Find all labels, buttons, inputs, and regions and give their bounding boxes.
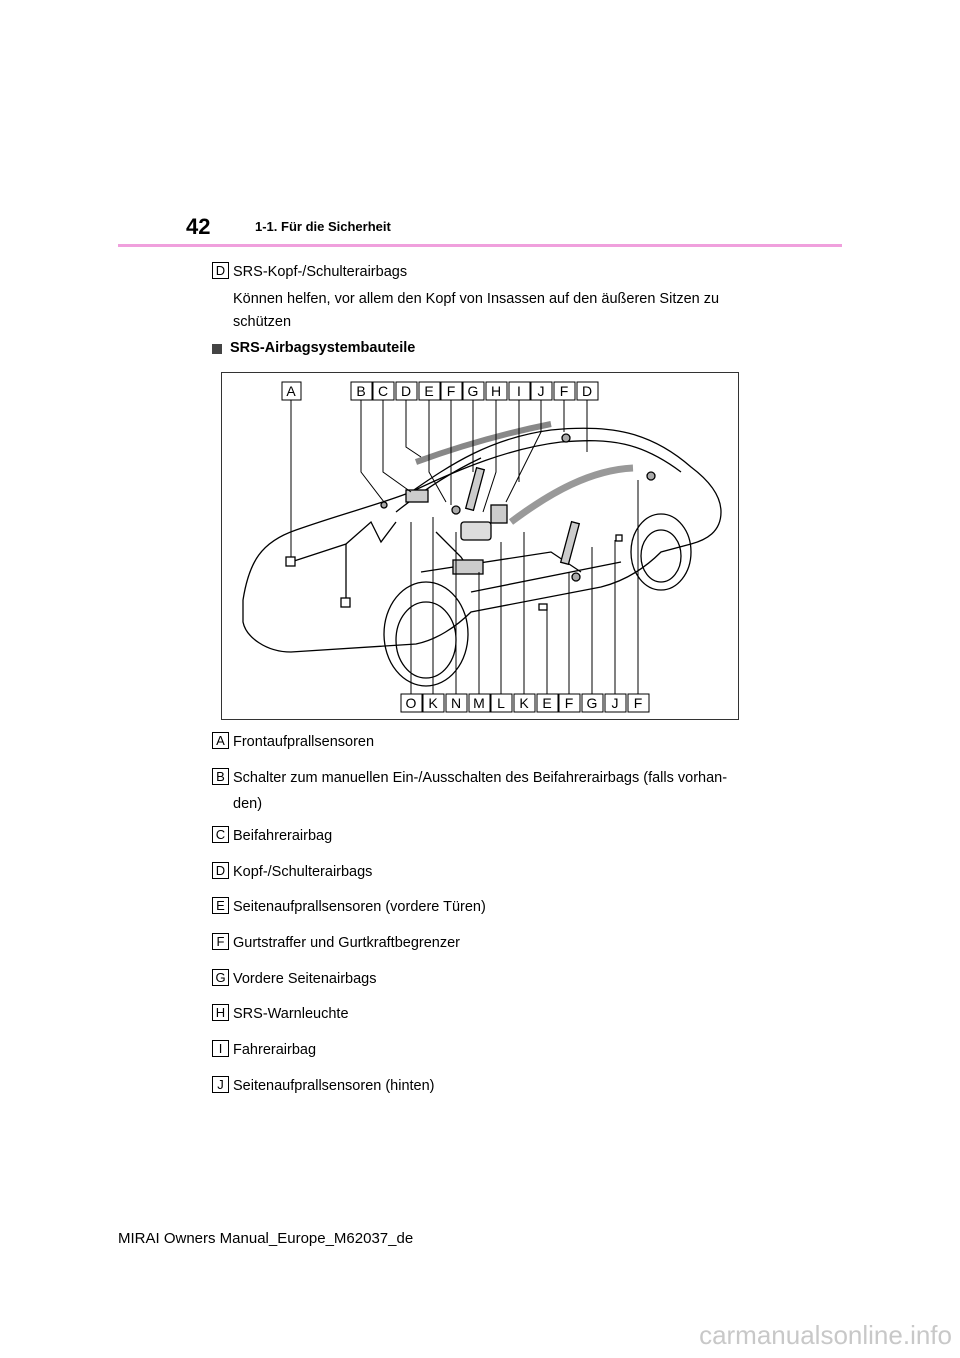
diagram-bottom-label-1: K (428, 695, 438, 711)
module-center (453, 560, 483, 574)
diagram-bottom-label-2: N (450, 695, 462, 711)
legend-letter-c: C (212, 826, 229, 843)
diagram-bottom-label-7: F (564, 695, 574, 711)
rear-wheel-rim (641, 530, 681, 582)
legend-text-h: SRS-Warnleuchte (233, 1006, 349, 1022)
legend-text-f: Gurtstraffer und Gurtkraftbegrenzer (233, 935, 461, 951)
intro-title: SRS-Kopf-/Schulterairbags (233, 264, 408, 280)
front-sensor-left (286, 557, 295, 566)
subheading: SRS-Airbagsystembauteile (230, 340, 416, 356)
legend-letter-j: J (212, 1076, 229, 1093)
legend-text-b-line-2: den) (233, 796, 263, 812)
legend-text-j: Seitenaufprallsensoren (hinten) (233, 1078, 435, 1094)
section-title: 1-1. Für die Sicherheit (255, 219, 391, 234)
footer-manual-title: MIRAI Owners Manual_Europe_M62037_de (118, 1230, 414, 1247)
legend-letter-a: A (212, 732, 229, 749)
watermark[interactable]: carmanualsonline.info (699, 1320, 952, 1350)
diagram-top-label-3: D (400, 383, 412, 399)
driver-airbag-part (491, 505, 507, 523)
bullet-square-icon (212, 344, 222, 354)
legend-letter-g: G (212, 969, 229, 986)
leader-line-h (483, 400, 496, 512)
page-number: 42 (186, 214, 211, 239)
legend-text-b-line-1: Schalter zum manuellen Ein-/Ausschalten des Beifahrerairbags (falls vorhan- (233, 770, 728, 786)
rear-sensor (616, 535, 622, 541)
retractor-rear-left (647, 472, 655, 480)
diagram-top-label-0: A (286, 383, 296, 399)
retractor-front (452, 506, 460, 514)
intro-description-line-2: schützen (233, 314, 292, 330)
retractor-rear-right (562, 434, 570, 442)
header-divider (118, 244, 842, 247)
diagram-bottom-label-5: K (519, 695, 529, 711)
diagram-top-label-8: I (517, 383, 521, 399)
seat-front (461, 522, 491, 540)
diagram-top-label-11: D (581, 383, 593, 399)
diagram-top-label-10: F (559, 383, 569, 399)
legend-letter-d: D (212, 862, 229, 879)
legend-letter-i: I (212, 1040, 229, 1057)
diagram-bottom-label-0: O (405, 695, 417, 711)
airbag-components-diagram (221, 372, 739, 720)
diagram-bottom-label-8: G (586, 695, 598, 711)
diagram-top-label-6: G (467, 383, 479, 399)
diagram-top-label-7: H (490, 383, 502, 399)
diagram-top-label-5: F (446, 383, 456, 399)
diagram-bottom-label-6: E (542, 695, 552, 711)
side-sensor (539, 604, 547, 610)
diagram-bottom-label-4: L (497, 695, 505, 711)
diagram-top-label-1: B (356, 383, 366, 399)
intro-letter-box: D (212, 262, 229, 279)
diagram-bottom-label-9: J (611, 695, 619, 711)
intro-description-line-1: Können helfen, vor allem den Kopf von Insassen auf den äußeren Sitzen zu (233, 291, 720, 307)
legend-text-a: Frontaufprallsensoren (233, 734, 375, 750)
passenger-airbag-part (406, 490, 428, 502)
legend-letter-h: H (212, 1004, 229, 1021)
curtain-airbag-left (416, 424, 551, 462)
legend-letter-f: F (212, 933, 229, 950)
side-airbag-rear (561, 522, 580, 565)
diagram-bottom-label-3: M (473, 695, 485, 711)
leader-line-b (361, 400, 384, 502)
leader-line-d (406, 400, 421, 457)
retractor-lower (572, 573, 580, 581)
legend-text-d: Kopf-/Schulterairbags (233, 864, 373, 880)
switch-part (381, 502, 387, 508)
leader-line-c (383, 400, 411, 492)
legend-letter-b: B (212, 768, 229, 785)
diagram-top-label-2: C (377, 383, 389, 399)
diagram-top-label-9: J (537, 383, 545, 399)
side-airbag-front (466, 468, 485, 511)
legend-text-i: Fahrerairbag (233, 1042, 317, 1058)
front-sensor-right (341, 598, 350, 607)
legend-text-e: Seitenaufprallsensoren (vordere Türen) (233, 899, 486, 915)
leader-line-j (506, 400, 541, 502)
legend-text-g: Vordere Seitenairbags (233, 971, 377, 987)
diagram-bottom-label-10: F (633, 695, 643, 711)
legend-letter-e: E (212, 897, 229, 914)
wiring-front (291, 522, 396, 562)
legend-text-c: Beifahrerairbag (233, 828, 333, 844)
curtain-airbag-right (511, 468, 633, 522)
diagram-top-label-4: E (424, 383, 434, 399)
front-wheel-rim (396, 602, 456, 678)
